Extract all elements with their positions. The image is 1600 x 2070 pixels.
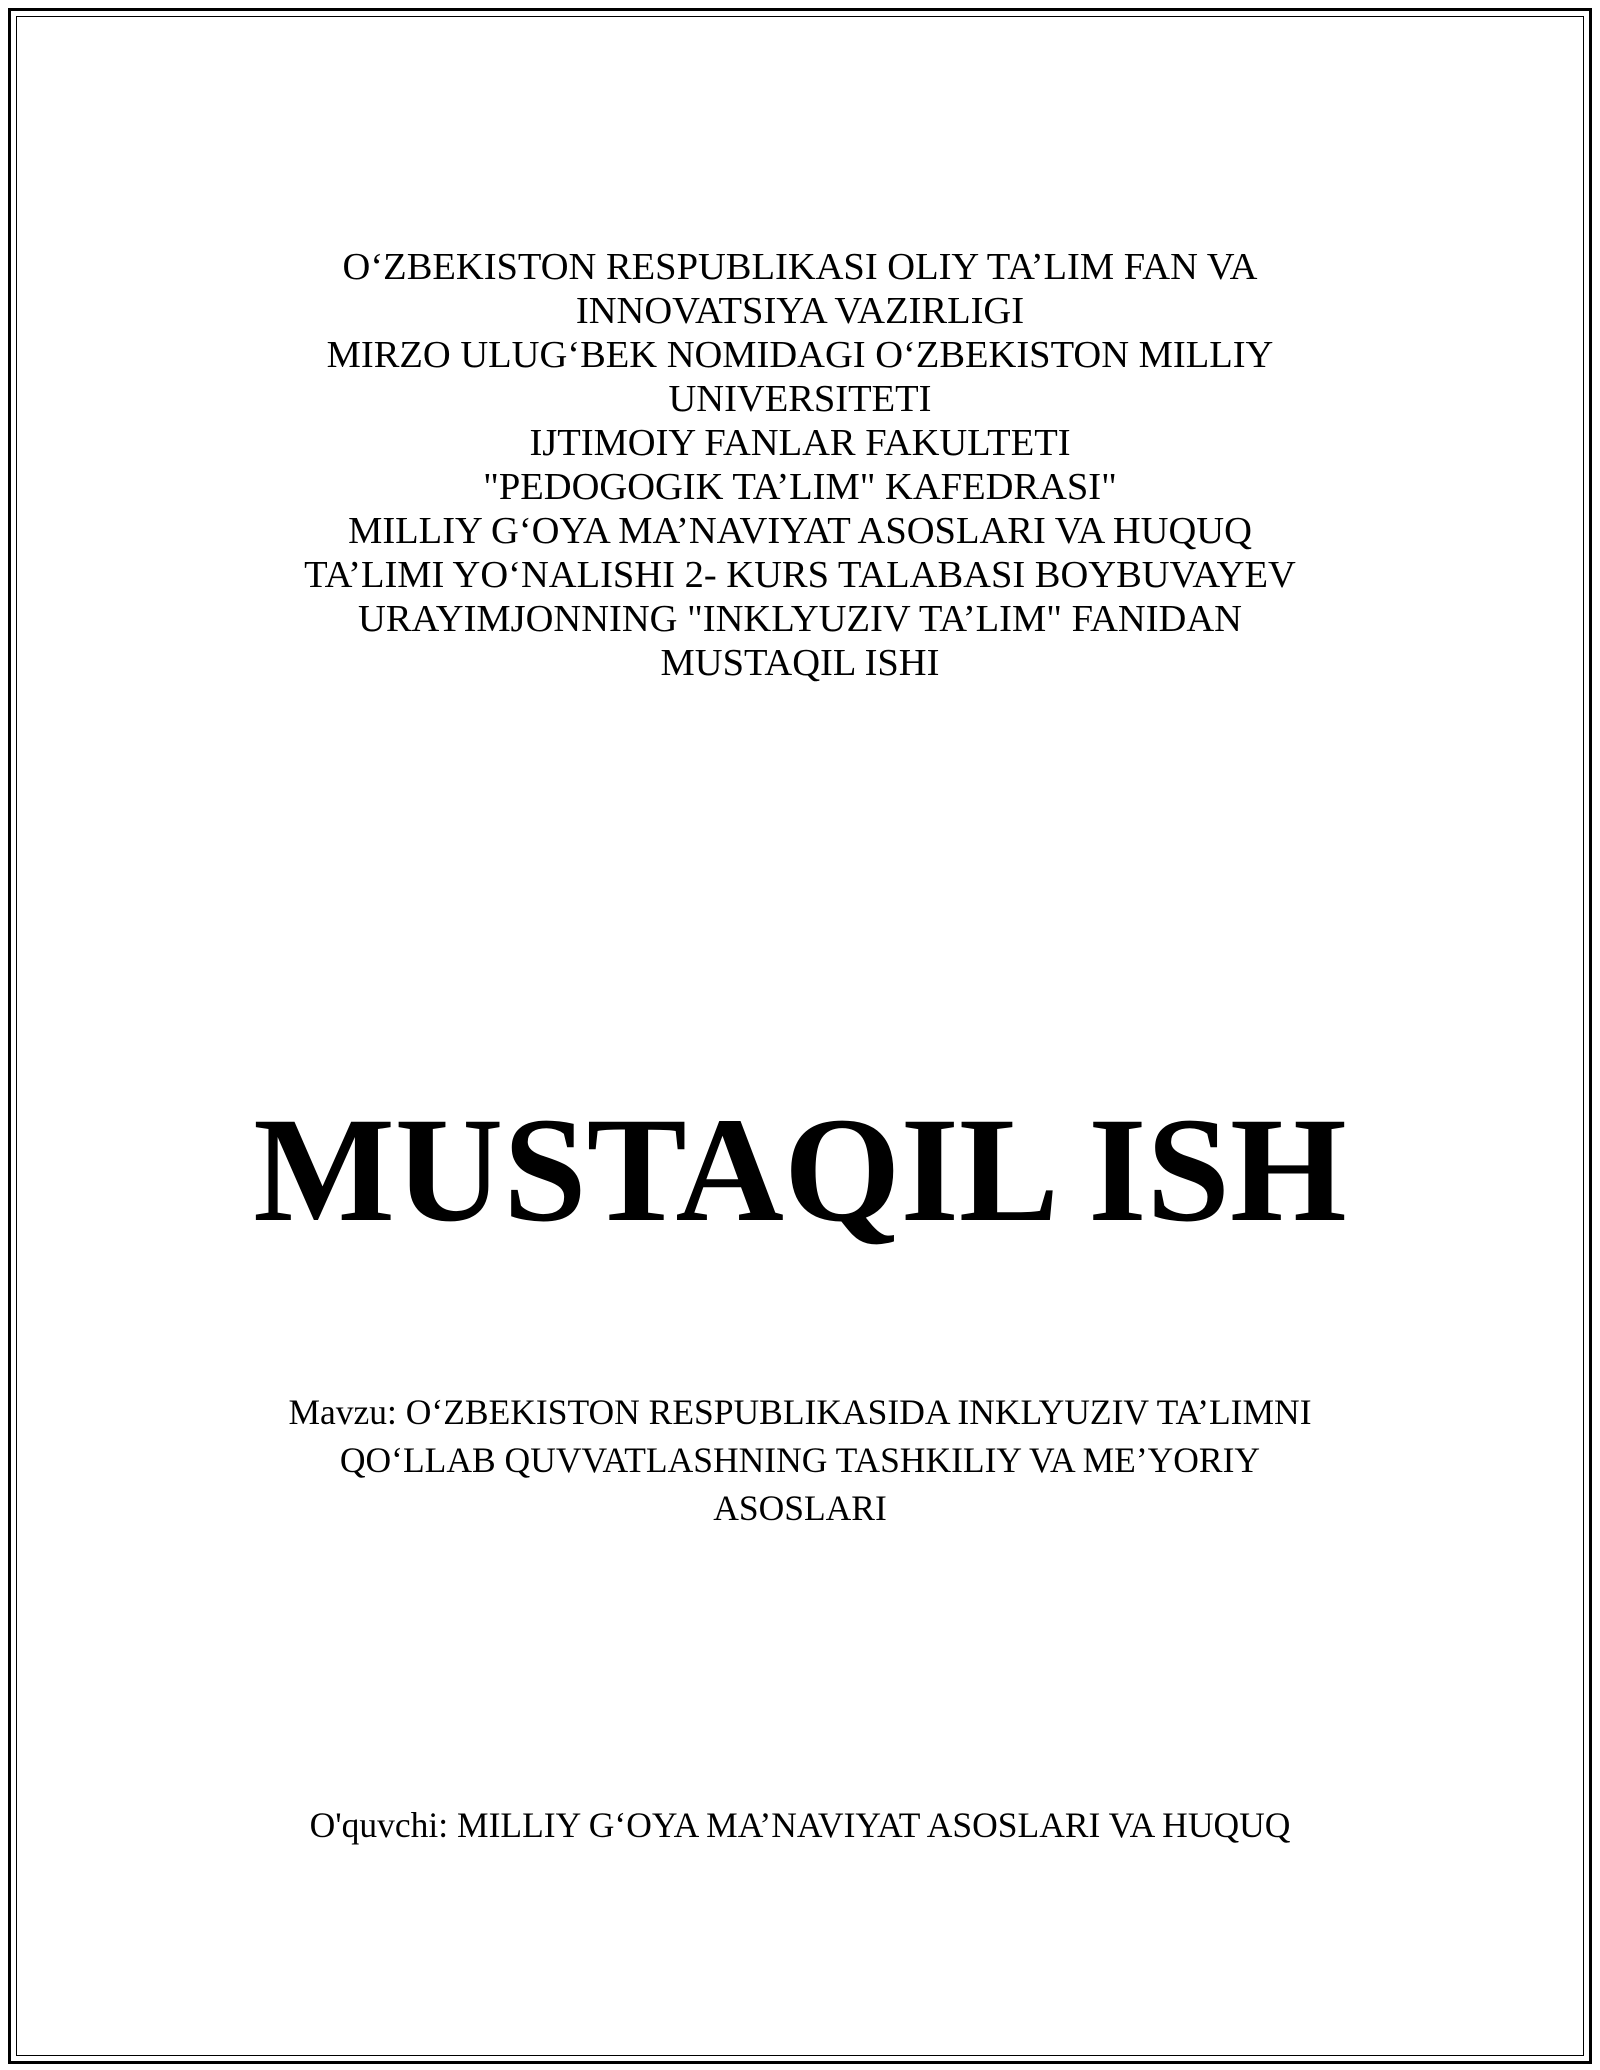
student-info: O'quvchi: MILLIY G‘OYA MA’NAVIYAT ASOSLARI VA HUQUQ [309, 1805, 1291, 1845]
header-line: MILLIY G‘OYA MA’NAVIYAT ASOSLARI VA HUQUQ [348, 510, 1252, 552]
header-line: MIRZO ULUG‘BEK NOMIDAGI O‘ZBEKISTON MILLIY [326, 334, 1274, 376]
header-line: URAYIMJONNING "INKLYUZIV TA’LIM" FANIDAN [358, 598, 1242, 640]
header-line: TA’LIMI YO‘NALISHI 2- KURS TALABASI BOYBUVAYEV [304, 554, 1296, 596]
topic-block [200, 1388, 1400, 1532]
header-line: IJTIMOIY FANLAR FAKULTETI [529, 422, 1071, 464]
topic-line: QO‘LLAB QUVVATLASHNING TASHKILIY VA ME’YORIY [339, 1440, 1261, 1480]
header-line: UNIVERSITETI [668, 378, 932, 420]
topic-line: ASOSLARI [713, 1488, 887, 1528]
institution-header [200, 245, 1400, 685]
topic-line: Mavzu: O‘ZBEKISTON RESPUBLIKASIDA INKLYUZIV TA’LIMNI [288, 1392, 1312, 1432]
header-line: O‘ZBEKISTON RESPUBLIKASI OLIY TA’LIM FAN VA [342, 246, 1258, 288]
document-title: MUSTAQIL ISH [253, 1087, 1347, 1253]
header-line: INNOVATSIYA VAZIRLIGI [575, 290, 1025, 332]
header-line: MUSTAQIL ISHI [660, 642, 940, 684]
header-line: "PEDOGOGIK TA’LIM" KAFEDRASI" [483, 466, 1117, 508]
